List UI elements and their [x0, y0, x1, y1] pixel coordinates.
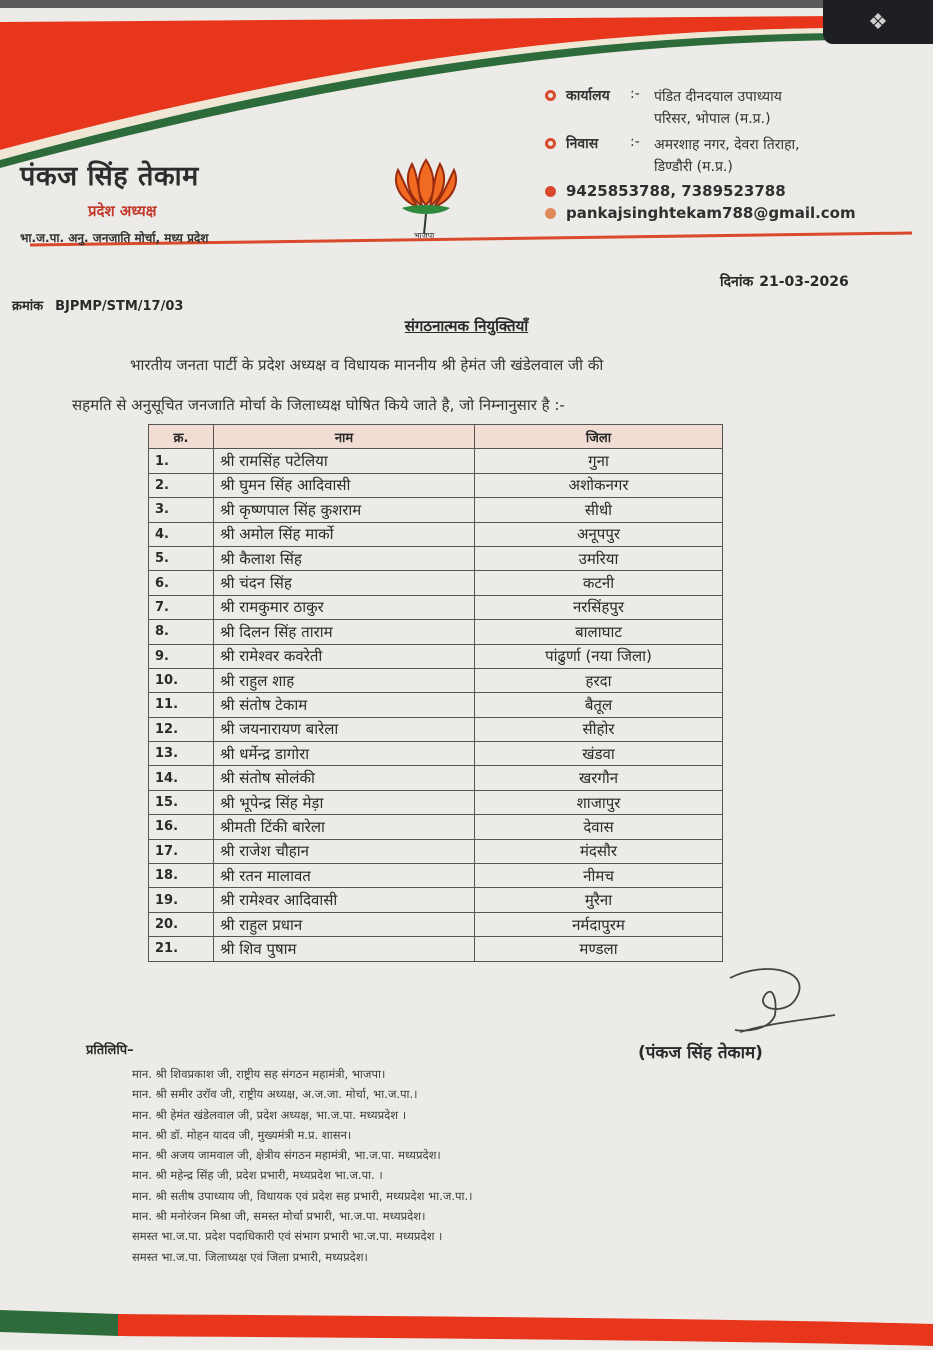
office-label: कार्यालय: [566, 88, 610, 104]
table-header-row: [149, 425, 723, 449]
reference-label: क्रमांक: [12, 299, 44, 314]
name-cell: श्री चंदन सिंह: [214, 571, 475, 595]
phone-icon: [545, 186, 556, 197]
district-cell: मण्डला: [475, 937, 723, 961]
copy-recipient: मान. श्री डॉ. मोहन यादव जी, मुख्यमंत्री म.प्र. शासन।: [132, 1127, 352, 1142]
name-cell: श्री अमोल सिंह मार्को: [214, 522, 475, 546]
copy-recipient: मान. श्री महेन्द्र सिंह जी, प्रदेश प्रभारी, मध्यप्रदेश भा.ज.पा. ।: [132, 1168, 383, 1183]
table-row: [149, 473, 723, 497]
table-row: [149, 449, 723, 473]
serial-cell: 6.: [149, 571, 214, 595]
name-cell: श्री राजेश चौहान: [214, 839, 475, 863]
table-row: [149, 815, 723, 839]
intro-line-1: भारतीय जनता पार्टी के प्रदेश अध्यक्ष व विधायक माननीय श्री हेमंत जी खंडेलवाल जी की: [130, 356, 604, 374]
office-line-2: परिसर, भोपाल (म.प्र.): [654, 111, 771, 127]
email-address[interactable]: pankajsinghtekam788@gmail.com: [566, 204, 856, 222]
table-row: [149, 571, 723, 595]
name-cell: श्री राहुल शाह: [214, 668, 475, 692]
serial-cell: 14.: [149, 766, 214, 790]
leader-title: प्रदेश अध्यक्ष: [88, 202, 157, 220]
name-cell: श्री धर्मेन्द्र डागोरा: [214, 742, 475, 766]
district-cell: अनूपपुर: [475, 522, 723, 546]
name-cell: श्री जयनारायण बारेला: [214, 717, 475, 741]
name-cell: श्री संतोष टेकाम: [214, 693, 475, 717]
signature-mark: [725, 960, 845, 1040]
copies-label: प्रतिलिपि–: [86, 1043, 134, 1058]
residence-label: निवास: [566, 136, 599, 152]
office-address: [545, 86, 856, 130]
name-cell: श्री रामसिंह पटेलिया: [214, 449, 475, 473]
serial-cell: 11.: [149, 693, 214, 717]
table-row: [149, 620, 723, 644]
lotus-icon: [386, 150, 466, 240]
name-cell: श्री कृष्णपाल सिंह कुशराम: [214, 498, 475, 522]
district-cell: मुरैना: [475, 888, 723, 912]
district-cell: अशोकनगर: [475, 473, 723, 497]
layers-icon[interactable]: ❖: [823, 0, 933, 44]
name-cell: श्री कैलाश सिंह: [214, 546, 475, 570]
copy-recipient: मान. श्री समीर उरॉव जी, राष्ट्रीय अध्यक्ष, अ.ज.जा. मोर्चा, भा.ज.पा.।: [132, 1087, 418, 1102]
district-cell: नर्मदापुरम: [475, 912, 723, 936]
residence-address: [545, 134, 856, 178]
serial-cell: 13.: [149, 742, 214, 766]
table-row: [149, 693, 723, 717]
serial-cell: 4.: [149, 522, 214, 546]
intro-line-2: सहमति से अनुसूचित जनजाति मोर्चा के जिलाध्यक्ष घोषित किये जाते है, जो निम्नानुसार है :-: [72, 396, 565, 414]
table-row: [149, 717, 723, 741]
serial-cell: 12.: [149, 717, 214, 741]
bullet-icon: [545, 138, 556, 149]
table-row: [149, 595, 723, 619]
district-cell: कटनी: [475, 571, 723, 595]
copy-recipient: मान. श्री अजय जामवाल जी, क्षेत्रीय संगठन महामंत्री, भा.ज.पा. मध्यप्रदेश।: [132, 1148, 441, 1163]
name-cell: श्री रतन मालावत: [214, 864, 475, 888]
residence-line-2: डिण्डौरी (म.प्र.): [654, 159, 733, 175]
organization: भा.ज.पा. अनु. जनजाति मोर्चा, मध्य प्रदेश: [20, 231, 209, 245]
table-row: [149, 498, 723, 522]
district-cell: सीधी: [475, 498, 723, 522]
serial-cell: 9.: [149, 644, 214, 668]
district-cell: गुना: [475, 449, 723, 473]
copy-recipient: मान. श्री मनोरंजन मिश्रा जी, समस्त मोर्चा प्रभारी, भा.ज.पा. मध्यप्रदेश।: [132, 1209, 426, 1224]
name-cell: श्री शिव पुषाम: [214, 937, 475, 961]
table-row: [149, 766, 723, 790]
intro-paragraph: [72, 345, 832, 425]
name-cell: श्री भूपेन्द्र सिंह मेड़ा: [214, 790, 475, 814]
serial-cell: 3.: [149, 498, 214, 522]
column-header-serial: क्र.: [149, 425, 214, 449]
name-cell: श्री रामकुमार ठाकुर: [214, 595, 475, 619]
office-line-1: पंडित दीनदयाल उपाध्याय: [654, 89, 782, 105]
serial-cell: 7.: [149, 595, 214, 619]
name-cell: श्रीमती टिंकी बारेला: [214, 815, 475, 839]
serial-cell: 18.: [149, 864, 214, 888]
district-cell: मंदसौर: [475, 839, 723, 863]
reference-line: [12, 296, 183, 314]
svg-text:भाजपा: भाजपा: [414, 231, 435, 240]
table-row: [149, 912, 723, 936]
table-row: [149, 546, 723, 570]
district-cell: हरदा: [475, 668, 723, 692]
serial-cell: 8.: [149, 620, 214, 644]
serial-cell: 16.: [149, 815, 214, 839]
date-label: दिनांक: [720, 274, 754, 290]
district-cell: नरसिंहपुर: [475, 595, 723, 619]
serial-cell: 21.: [149, 937, 214, 961]
serial-cell: 2.: [149, 473, 214, 497]
copy-recipient: मान. श्री सतीष उपाध्याय जी, विधायक एवं प्रदेश सह प्रभारी, मध्यप्रदेश भा.ज.पा.।: [132, 1188, 473, 1203]
date-line: [720, 272, 849, 291]
table-row: [149, 864, 723, 888]
table-row: [149, 937, 723, 961]
table-row: [149, 644, 723, 668]
table-row: [149, 839, 723, 863]
district-cell: बैतूल: [475, 693, 723, 717]
leader-block: [20, 156, 208, 246]
table-row: [149, 668, 723, 692]
name-cell: श्री रामेश्वर आदिवासी: [214, 888, 475, 912]
district-cell: शाजापुर: [475, 790, 723, 814]
copy-recipient: समस्त भा.ज.पा. प्रदेश पदाधिकारी एवं संभाग प्रभारी भा.ज.पा. मध्यप्रदेश ।: [132, 1229, 443, 1244]
appointments-table: [148, 424, 723, 962]
serial-cell: 19.: [149, 888, 214, 912]
residence-line-1: अमरशाह नगर, देवरा तिराहा,: [654, 137, 800, 153]
name-cell: श्री संतोष सोलंकी: [214, 766, 475, 790]
separator: :-: [630, 134, 640, 150]
serial-cell: 15.: [149, 790, 214, 814]
district-cell: नीमच: [475, 864, 723, 888]
district-cell: सीहोर: [475, 717, 723, 741]
serial-cell: 1.: [149, 449, 214, 473]
table-row: [149, 742, 723, 766]
signatory-name: (पंकज सिंह तेकाम): [638, 1043, 763, 1063]
separator: :-: [630, 86, 640, 102]
district-cell: खंडवा: [475, 742, 723, 766]
column-header-district: जिला: [475, 425, 723, 449]
contact-block: [545, 86, 856, 226]
table-row: [149, 790, 723, 814]
date-value: 21-03-2026: [759, 274, 849, 290]
phone-row: [545, 182, 856, 200]
leader-name: पंकज सिंह तेकाम: [20, 161, 199, 192]
serial-cell: 10.: [149, 668, 214, 692]
table-row: [149, 522, 723, 546]
footer-band: [0, 1290, 933, 1350]
district-cell: पांढुर्णा (नया जिला): [475, 644, 723, 668]
reference-number: BJPMP/STM/17/03: [55, 299, 184, 314]
serial-cell: 20.: [149, 912, 214, 936]
serial-cell: 5.: [149, 546, 214, 570]
name-cell: श्री घुमन सिंह आदिवासी: [214, 473, 475, 497]
district-cell: बालाघाट: [475, 620, 723, 644]
column-header-name: नाम: [214, 425, 475, 449]
copy-recipient: मान. श्री शिवप्रकाश जी, राष्ट्रीय सह संगठन महामंत्री, भाजपा।: [132, 1067, 386, 1081]
copy-recipient: मान. श्री हेमंत खंडेलवाल जी, प्रदेश अध्यक्ष, भा.ज.पा. मध्यप्रदेश ।: [132, 1107, 407, 1122]
copy-recipient: समस्त भा.ज.पा. जिलाध्यक्ष एवं जिला प्रभारी, मध्यप्रदेश।: [132, 1249, 368, 1264]
bullet-icon: [545, 90, 556, 101]
serial-cell: 17.: [149, 839, 214, 863]
email-row: [545, 204, 856, 222]
name-cell: श्री दिलन सिंह ताराम: [214, 620, 475, 644]
phone-numbers: 9425853788, 7389523788: [566, 182, 786, 200]
district-cell: देवास: [475, 815, 723, 839]
subject-text: संगठनात्मक नियुक्तियाँ: [404, 317, 529, 335]
email-icon: [545, 208, 556, 219]
district-cell: खरगौन: [475, 766, 723, 790]
name-cell: श्री राहुल प्रधान: [214, 912, 475, 936]
district-cell: उमरिया: [475, 546, 723, 570]
subject-heading: [0, 316, 933, 336]
name-cell: श्री रामेश्वर कवरेती: [214, 644, 475, 668]
copies-list: [132, 1064, 473, 1267]
table-row: [149, 888, 723, 912]
